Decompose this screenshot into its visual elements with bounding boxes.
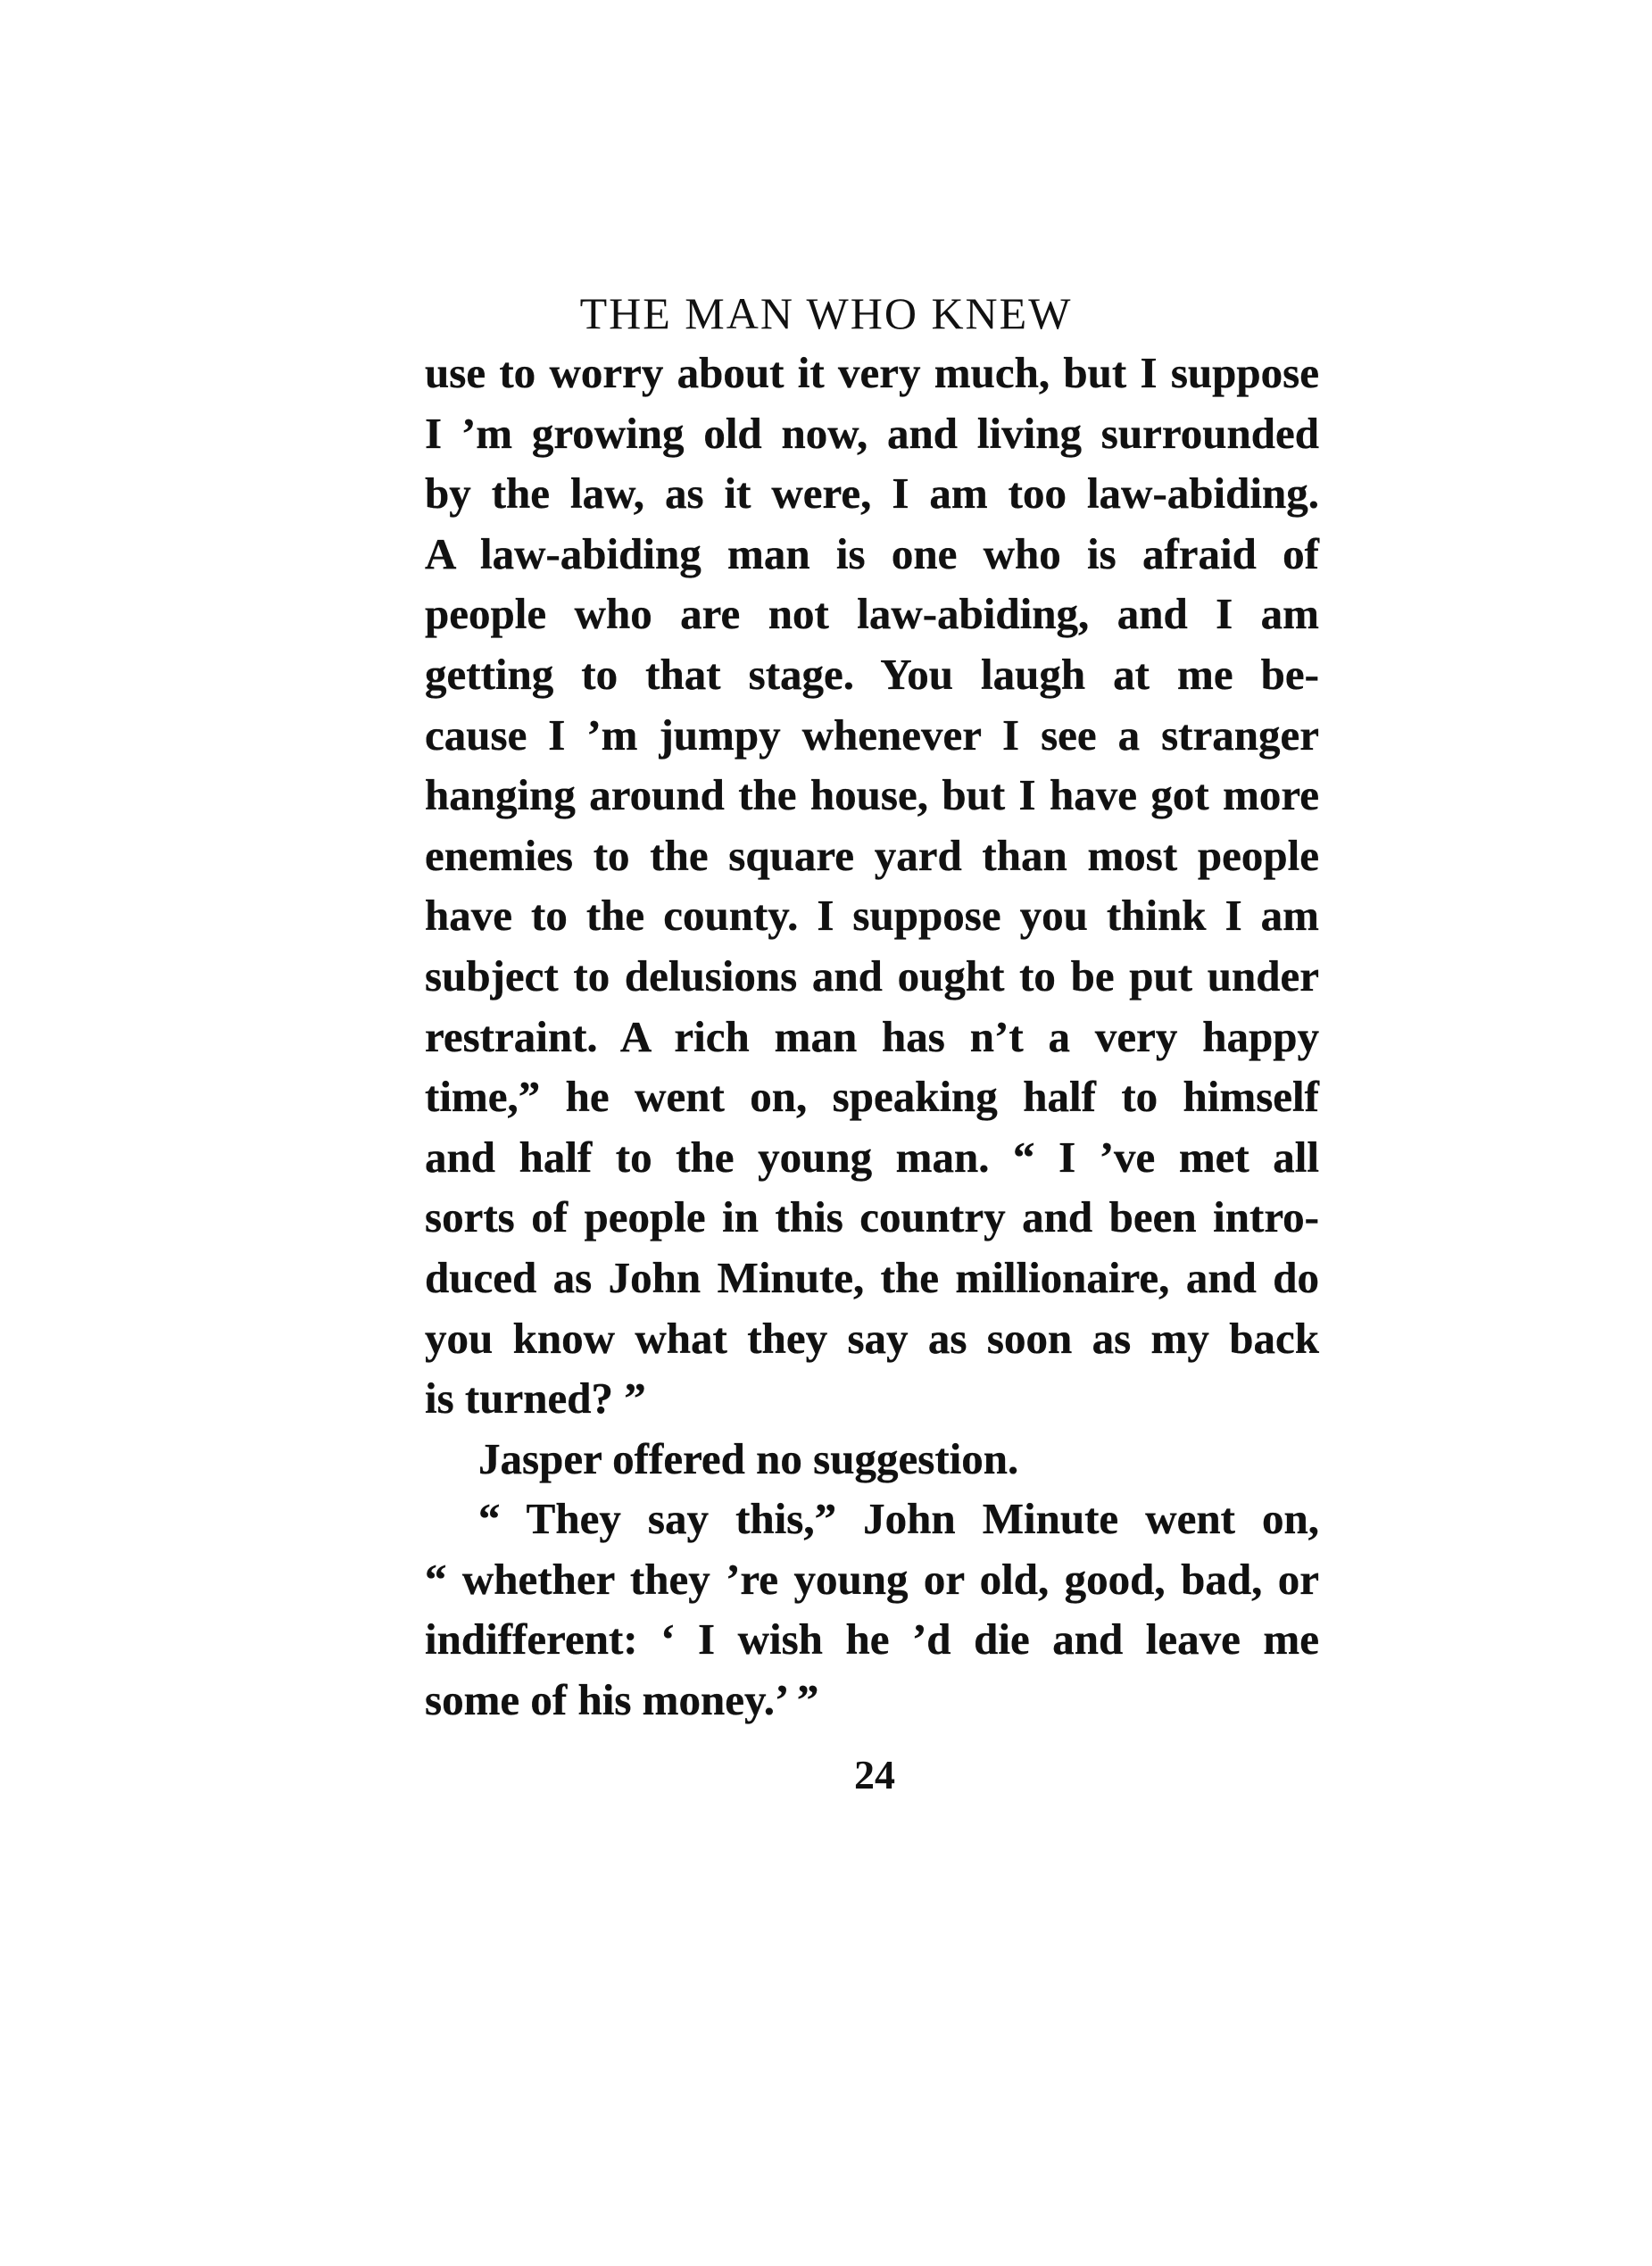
text-line: “ whether they ’re young or old, good, bad, or [425, 1554, 1319, 1604]
text-line: I ’m growing old now, and living surrounded [425, 408, 1319, 458]
text-line: by the law, as it were, I am too law-abiding. [425, 469, 1319, 519]
page-number: 24 [854, 1752, 895, 1797]
text-line: have to the county. I suppose you think I am [425, 891, 1319, 941]
text-line: cause I ’m jumpy whenever I see a stranger [425, 710, 1319, 759]
text-line: enemies to the square yard than most people [425, 830, 1319, 880]
text-line: indifferent: ‘ I wish he ’d die and leave me [425, 1614, 1319, 1664]
text-line: is turned? ” [425, 1374, 646, 1424]
text-line: use to worry about it very much, but I suppose [425, 348, 1319, 397]
text-line: people who are not law-abiding, and I am [425, 589, 1319, 639]
text-line: some of his money.’ ” [425, 1675, 819, 1725]
body-text [425, 343, 1319, 1731]
text-line: time,” he went on, speaking half to himself [425, 1072, 1319, 1122]
text-line: A law-abiding man is one who is afraid of [425, 528, 1319, 578]
text-line: Jasper offered no suggestion. [478, 1433, 1019, 1483]
running-header: THE MAN WHO KNEW [579, 288, 1073, 338]
text-line: subject to delusions and ought to be put under [425, 950, 1319, 1000]
text-line: and half to the young man. “ I ’ve met all [425, 1132, 1319, 1182]
text-line: sorts of people in this country and been intro- [425, 1192, 1319, 1242]
text-line: getting to that stage. You laugh at me be- [425, 649, 1319, 699]
text-line: duced as John Minute, the millionaire, and do [425, 1252, 1319, 1302]
text-line: hanging around the house, but I have got more [425, 770, 1319, 820]
text-line: you know what they say as soon as my back [425, 1313, 1319, 1363]
text-line: restraint. A rich man has n’t a very happy [425, 1011, 1319, 1061]
text-line: “ They say this,” John Minute went on, [478, 1494, 1319, 1544]
